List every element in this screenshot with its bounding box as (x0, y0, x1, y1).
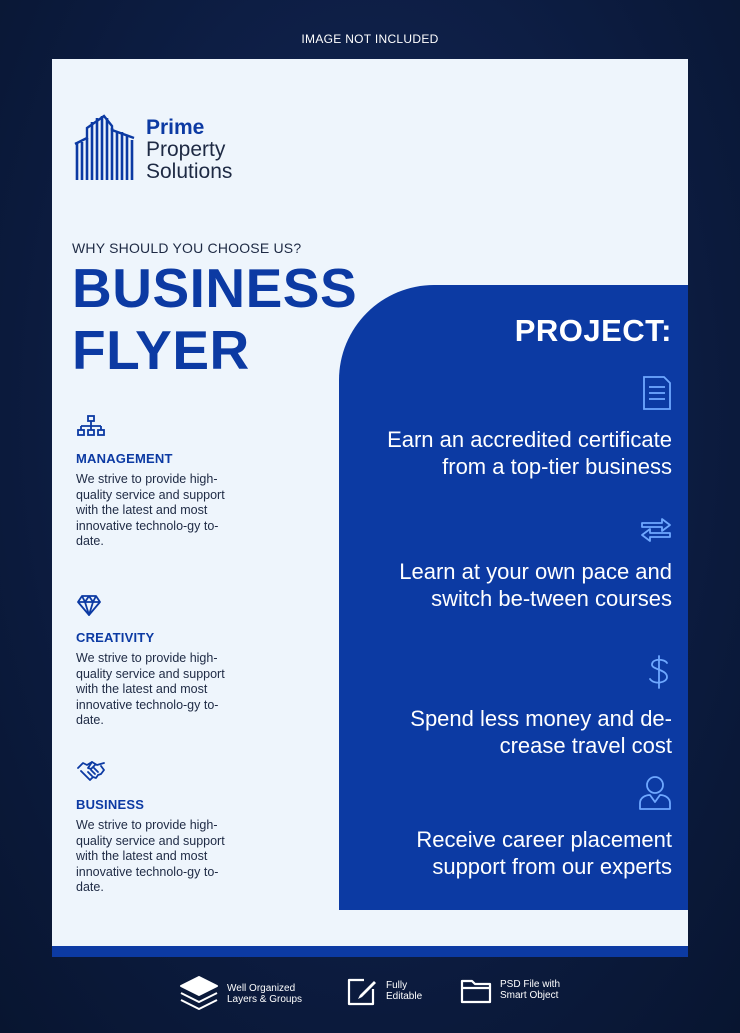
flyer (52, 59, 688, 957)
headline-kicker: WHY SHOULD YOU CHOOSE US? (72, 240, 302, 256)
person-icon (638, 775, 672, 811)
feature-business (76, 759, 236, 896)
handshake-icon (77, 759, 105, 783)
project-item-text: Earn an accredited certificate from a top-tier business (387, 427, 672, 479)
dollar-icon (646, 654, 672, 690)
feature-description: We strive to provide high-quality service and support with the latest and most innovative technolo-gy to-date. (76, 818, 225, 894)
project-item-text: Receive career placement support from our experts (416, 827, 672, 879)
headline (72, 257, 357, 381)
feature-title: MANAGEMENT (76, 451, 173, 466)
switch-arrows-icon (640, 517, 672, 543)
feature-creativity (76, 594, 236, 729)
logo-name-property: Property (146, 138, 226, 161)
logo (74, 114, 232, 183)
footer-item-layers (179, 975, 317, 1013)
project-panel (339, 285, 688, 910)
project-item (352, 375, 672, 480)
logo-name-solutions: Solutions (146, 160, 233, 183)
feature-title: CREATIVITY (76, 630, 155, 645)
headline-line-2: FLYER (72, 319, 250, 381)
feature-description: We strive to provide high-quality service and support with the latest and most innovative technolo-gy to-date. (76, 472, 225, 548)
org-chart-icon (77, 415, 105, 437)
feature-title: BUSINESS (76, 797, 145, 812)
flyer-bottom-bar (52, 946, 688, 957)
layers-icon (179, 975, 219, 1013)
footer-layers-line2: Layers & Groups (227, 994, 303, 1005)
logo-name-prime: Prime (146, 116, 205, 139)
footer-layers-line1: Well Organized (227, 983, 296, 994)
project-item (352, 517, 672, 612)
project-item (352, 775, 672, 880)
footer-item-psd (460, 975, 590, 1005)
project-item-text: Spend less money and de-crease travel cost (410, 706, 672, 758)
footer-psd-line2: Smart Object (500, 990, 559, 1001)
headline-line-1: BUSINESS (72, 257, 358, 319)
footer-item-editable (346, 975, 476, 1007)
buildings-icon (74, 114, 136, 180)
footer-editable-line1: Fully (386, 980, 408, 991)
footer-badges (0, 975, 740, 1025)
project-item (352, 654, 672, 759)
project-title: PROJECT: (514, 313, 672, 348)
project-item-text: Learn at your own pace and switch be-tween courses (399, 559, 672, 611)
image-not-included-note: IMAGE NOT INCLUDED (301, 32, 439, 46)
edit-icon (346, 975, 378, 1007)
document-icon (642, 375, 672, 411)
feature-management (76, 415, 236, 550)
feature-description: We strive to provide high-quality service and support with the latest and most innovative technolo-gy to-date. (76, 651, 225, 727)
folder-icon (460, 975, 492, 1005)
footer-editable-line2: Editable (386, 991, 423, 1002)
footer-psd-line1: PSD File with (500, 979, 561, 990)
diamond-icon (77, 594, 101, 616)
